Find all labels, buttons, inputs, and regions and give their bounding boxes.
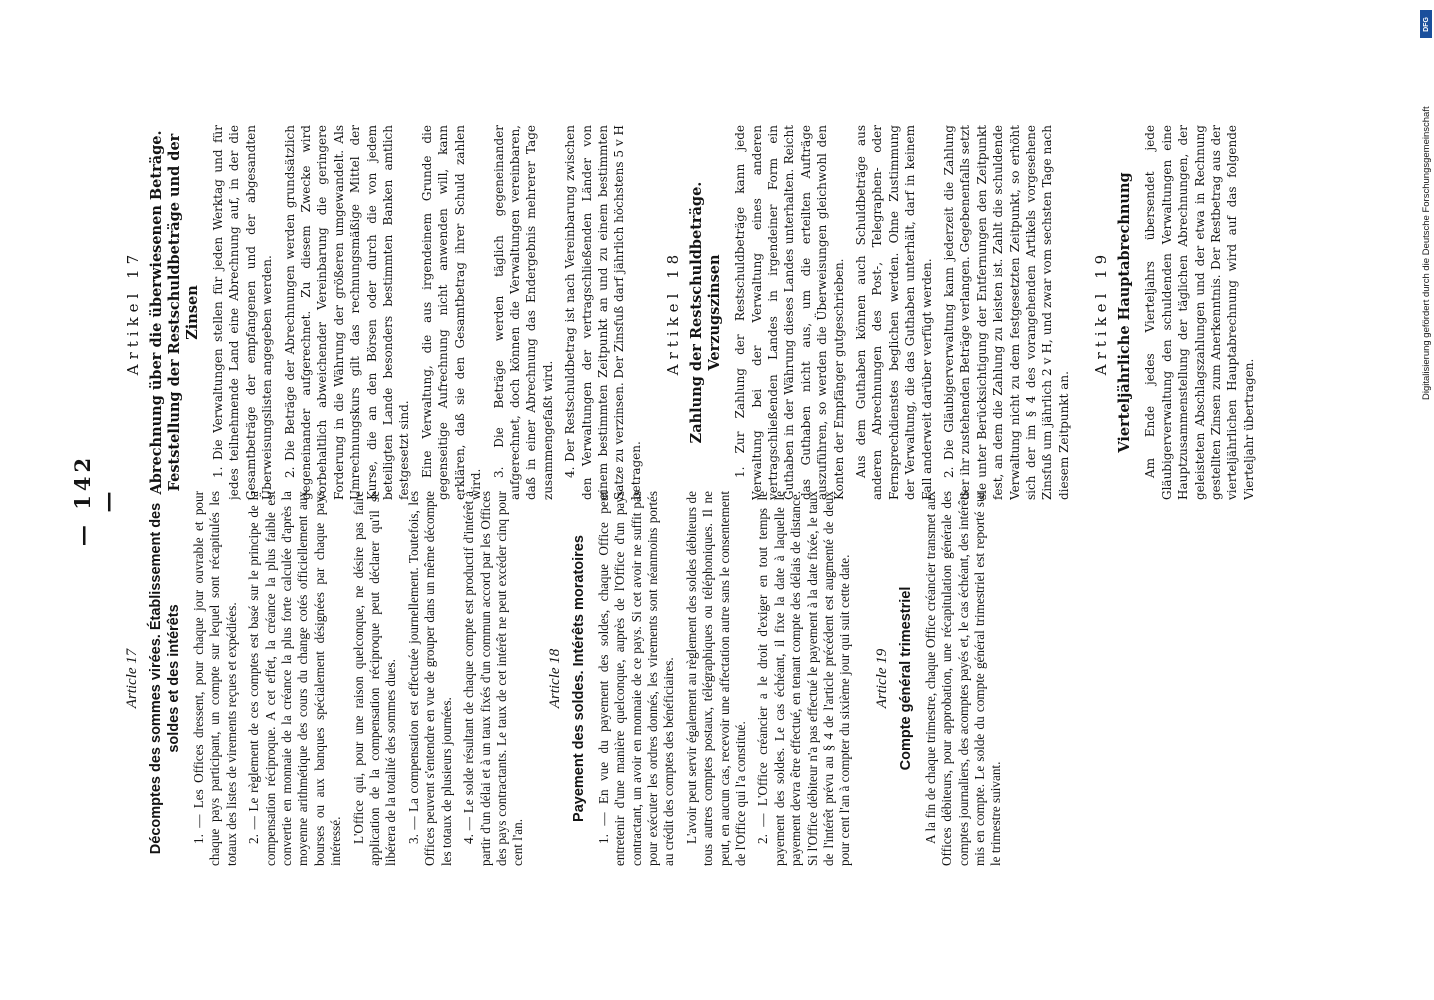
french-article-18-para-1b: L'avoir peut servir également au règlement des soldes débiteurs de tous autres comptes postaux, télégraphiques ou téléphoniques. Il ne peut, en aucun cas, recevoir une affectation autre sans le consentement de l'Office qui l'a constitué. <box>683 491 748 866</box>
german-article-17-title: Artikel 17 <box>124 249 142 376</box>
digitization-note-text: Digitalisierung gefördert durch die Deutsche Forschungsgemeinschaft <box>1421 106 1432 400</box>
german-article-17-para-4: 4. Der Restschuldbetrag ist nach Vereinbarung zwischen den Verwaltungen der vertragschließenden Länder von einem bestimmten Zeitpunkt an und zu einem bestimmten Satze zu verzinsen. Der Zinsfuß darf jährlich höchstens 5 v H betragen. <box>563 125 643 500</box>
german-article-17-heading: Abrechnung über die überwiesenen Beträge. Feststellung der Restschuldbeträge und der Zinsen <box>148 130 201 495</box>
german-article-18-title: Artikel 18 <box>664 249 683 376</box>
german-article-17-para-1: 1. Die Verwaltungen stellen für jeden Werktag und für jedes teilnehmende Land eine Abrechnung auf, in der die Gesamtbeträge der empfangenen und der abgesandten Überweisungslisten angegeben werden. <box>211 125 275 500</box>
french-column <box>124 491 1264 866</box>
french-article-17-title: Article 17 <box>124 648 140 709</box>
french-article-17-para-3: 3. — La compensation est effectuée journellement. Toutefois, les Offices peuvent s'entendre en vue de grouper dans un même décompte les totaux de plusieurs journées. <box>405 491 454 866</box>
french-article-18-para-2: 2. — L'Office créancier a le droit d'exiger en tout temps le payement des soldes. Le cas échéant, il fixe la date à laquelle le payement devra être effectué, en tenant compte des délais de distance. Si l'Office débiteur n'a pas effectué le payement à la date fixée, le taux de l'intérêt prévu au § 4 de l'article précédent est augmenté de deux pour cent l'an à compter du sixième jour qui suit cette date. <box>755 491 853 866</box>
french-article-17-para-2: 2. — Le règlement de ces comptes est basé sur le principe de la compensation réciproque. A cet effet, la créance la plus faible est convertie en monnaie de la créance la plus forte calculée d'après la moyenne arithmétique des cours du change cotés officiellement aux bourses ou aux banques spécialement désignées par chaque pays intéressé. <box>246 491 344 866</box>
french-article-19-title: Article 19 <box>873 648 890 709</box>
german-article-19-title: Artikel 19 <box>1092 249 1111 376</box>
german-article-19-heading: Vierteljährliche Hauptabrechnung <box>1116 172 1134 453</box>
german-article-18-heading: Zahlung der Restschuldbeträge. Verzugszinsen <box>688 181 724 444</box>
french-article-19-para-1: A la fin de chaque trimestre, chaque Office créancier transmet aux Offices débiteurs, pour approbation, une récapitulation générale des comptes journaliers, des acomptes payés et, le cas échéant, des intérêts mis en compte. Le solde du compte général trimestriel est reporté sur le trimestre suivant. <box>922 491 1004 866</box>
german-article-19-para-1: Am Ende jedes Vierteljahrs übersendet jede Gläubigerverwaltung den schuldenden Verwaltungen eine Hauptzusammenstellung der täglichen Abrechnungen, der geleisteten Abschlagszahlungen und der etwa in Rechnung gestellten Zinsen zum Anerkenntnis. Der Restbetrag aus der vierteljährlichen Hauptabrechnung wird auf das folgende Vierteljahr übertragen. <box>1143 125 1256 500</box>
french-article-19-heading: Compte général trimestriel <box>897 586 914 771</box>
french-article-17-para-2b: L'Office qui, pour une raison quelconque, ne désire pas faire application de la compensation réciproque peut déclarer qu'il se libérera de la totalité des sommes dues. <box>350 491 399 866</box>
german-column <box>124 125 1264 500</box>
french-article-18-heading: Payement des soldes. Intérêts moratoires <box>570 535 587 822</box>
page-number: — 142 — <box>70 453 120 547</box>
german-article-17-para-2: 2. Die Beträge der Abrechnungen werden grundsätzlich gegeneinander aufgerechnet. Zu diesem Zwecke wird vorbehaltlich abweichender Vereinbarung die geringere Forderung in die Währung der größeren umgewandelt. Als Umrechnungskurs gilt das rechnungsmäßige Mittel der Kurse, die an den Börsen oder durch die von jedem beteiligten Lande besonders bestimmten Banken amtlich festgesetzt sind. <box>282 125 412 500</box>
german-article-18-para-2: 2. Die Gläubigerverwaltung kann jederzeit die Zahlung der ihr zustehenden Beträge verlangen. Gegebenenfalls setzt sie unter Berücksichtigung der Entfernungen den Zeitpunkt fest, an dem die Zahlung zu leisten ist. Zahlt die schuldende Verwaltung nicht zu dem festgesetzten Zeitpunkt, so erhöht sich der im § 4 des vorangehenden Artikels vorgesehene Zinsfuß um jährlich 2 v H, und zwar vom sechsten Tage nach diesem Zeitpunkt an. <box>942 125 1071 500</box>
german-article-18-para-1b: Aus dem Guthaben können auch Schuldbeträge aus anderen Abrechnungen des Post-, Telegraphen- oder Fernsprechdienstes beglichen werden. Ohne Zustimmung der Verwaltung, die das Guthaben unterhält, darf in keinem Fall anderweit darüber verfügt werden. <box>854 125 934 500</box>
digitization-note <box>1418 8 1434 998</box>
french-article-17-heading: Décomptes des sommes virées. Établissement des soldes et des intérêts <box>148 502 182 855</box>
french-article-18-para-1: 1. — En vue du payement des soldes, chaque Office peut entretenir d'une manière quelconque, auprès de l'Office d'un pays contractant, un avoir en monnaie de ce pays. Si cet avoir ne suffit pas pour exécuter les ordres donnés, les virements sont néanmoins portés au crédit des comptes des bénéficiaires. <box>595 491 677 866</box>
dfg-logo-text: DFG <box>1422 16 1430 32</box>
french-article-18-title: Article 18 <box>546 648 563 709</box>
german-article-18-para-1: 1. Zur Zahlung der Restschuldbeträge kann jede Verwaltung bei der Verwaltung eines anderen vertragschließenden Landes in irgendeiner Form ein Guthaben in der Währung dieses Landes unterhalten. Reicht das Guthaben nicht aus, um die erteilten Aufträge auszuführen, so werden die Überweisungen gleichwohl den Konten der Empfänger gutgeschrieben. <box>733 125 846 500</box>
german-article-17-para-3: 3. Die Beträge werden täglich gegeneinander aufgerechnet, doch können die Verwaltungen vereinbaren, daß in einer Abrechnung das Endergebnis mehrerer Tage zusammengefaßt wird. <box>491 125 555 500</box>
french-article-17-para-4: 4. — Le solde résultant de chaque compte est productif d'intérêt à partir d'un délai et à un taux fixés d'un commun accord par les Offices des pays contractants. Le taux de cet intérêt ne peut excéder cinq pour cent l'an. <box>461 491 526 866</box>
french-article-17-para-1: 1. — Les Offices dressent, pour chaque jour ouvrable et pour chaque pays participant, un compte sur lequel sont récapitulés les totaux des listes de virements reçues et expédiées. <box>191 491 239 866</box>
german-article-17-para-2b: Eine Verwaltung, die aus irgendeinem Grunde die gegenseitige Aufrechnung nicht anwenden will, kann erklären, daß sie den Gesamtbetrag ihrer Schuld zahlen wird. <box>419 125 484 500</box>
